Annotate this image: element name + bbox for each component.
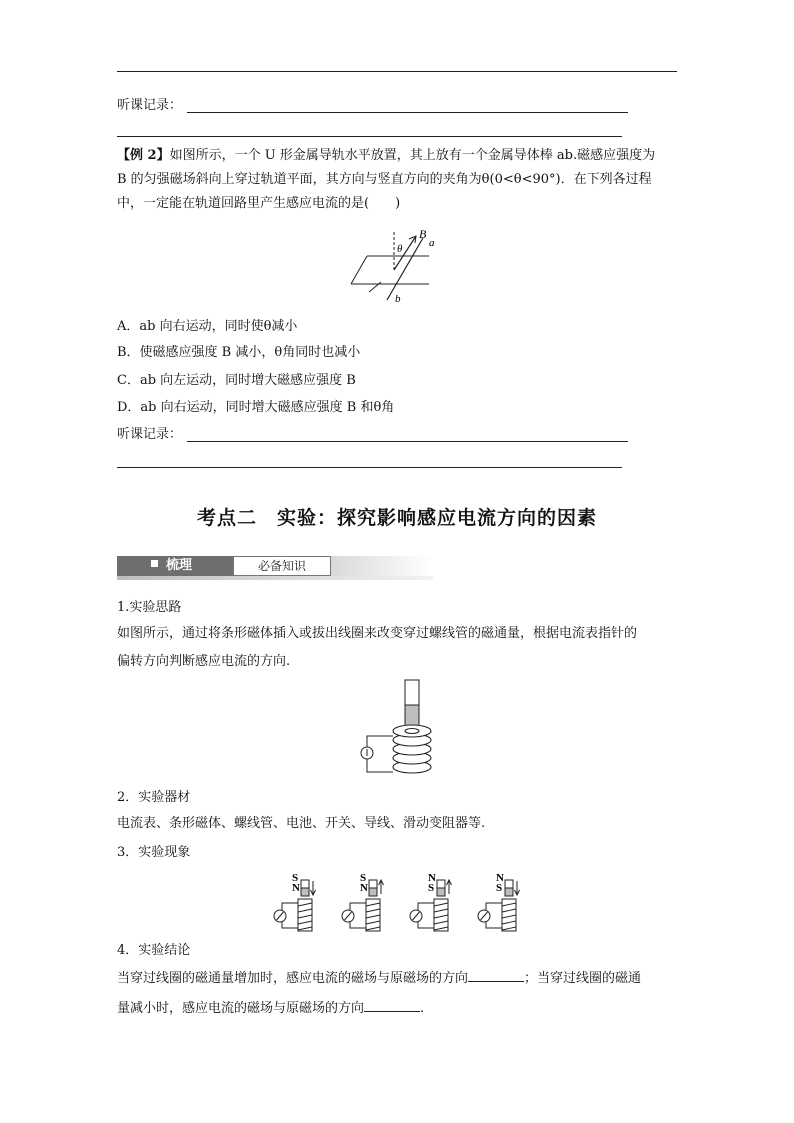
pole-label-bottom: N <box>292 882 300 894</box>
concl-text: . <box>420 1001 425 1016</box>
note-blank-line[interactable] <box>187 112 628 113</box>
phenomenon-panel <box>342 872 384 931</box>
option-a[interactable]: A．ab 向右运动，同时使θ减小 <box>117 319 298 334</box>
pole-label-bottom: S <box>496 882 503 894</box>
label-b-field: B <box>419 227 427 241</box>
pole-label-top: S <box>292 872 299 884</box>
banner-knowledge: 必备知识 <box>233 556 331 576</box>
concl-text: ；当穿过线圈的磁通 <box>524 971 642 986</box>
equip-text: 电流表、条形磁体、螺线管、电池、开关、导线、滑动变阻器等. <box>117 816 486 831</box>
example-line: B 的匀强磁场斜向上穿过轨道平面，其方向与竖直方向的夹角为θ(0<θ<90°)．在下列各过程 <box>117 172 652 187</box>
pole-label-bottom: N <box>360 882 368 894</box>
equip-heading: 2．实验器材 <box>117 790 191 805</box>
note-blank-line[interactable] <box>187 441 628 442</box>
banner-left-label: 梳理 <box>166 558 193 573</box>
note-blank-line[interactable] <box>117 136 622 137</box>
concl-text: 量减小时，感应电流的磁场与原磁场的方向 <box>117 1001 365 1016</box>
option-b[interactable]: B．使磁感应强度 B 减小，θ角同时也减小 <box>117 345 361 360</box>
answer-blank[interactable] <box>468 967 524 982</box>
solenoid-figure <box>355 676 445 780</box>
idea-text: 偏转方向判断感应电流的方向. <box>117 654 291 669</box>
bar-magnet-pole <box>505 888 513 896</box>
concl-heading: 4．实验结论 <box>117 943 191 958</box>
top-rule <box>117 71 677 72</box>
concl-line <box>117 997 424 1019</box>
concl-line <box>117 967 641 989</box>
example-line: 中，一定能在轨道回路里产生感应电流的是( ) <box>117 196 401 211</box>
phenomenon-panel <box>478 872 520 931</box>
solenoid-coil <box>393 725 431 773</box>
label-b: b <box>395 293 401 305</box>
phenomenon-panel <box>274 872 316 931</box>
phenomenon-panel <box>410 872 452 931</box>
option-d[interactable]: D．ab 向右运动，同时增大磁感应强度 B 和θ角 <box>117 400 395 415</box>
u-rail-figure <box>345 226 445 306</box>
note-label: 听课记录： <box>117 427 183 442</box>
bar-magnet-pole <box>369 888 377 896</box>
banner-shadow <box>117 576 433 580</box>
example-tag: 【例 2】 <box>117 148 170 163</box>
section-title: 考点二 实验：探究影响感应电流方向的因素 <box>196 507 597 529</box>
example-line: 如图所示，一个 U 形金属导轨水平放置，其上放有一个金属导体棒 ab.磁感应强度为 <box>169 148 656 163</box>
banner-comb <box>117 556 233 576</box>
bar-magnet-pole <box>301 888 309 896</box>
note-blank-line[interactable] <box>117 467 622 468</box>
pole-label-top: N <box>428 872 436 884</box>
conductor-rod-ab <box>387 238 423 300</box>
phenomena-figure <box>270 868 530 938</box>
answer-blank[interactable] <box>364 997 420 1012</box>
example-question <box>117 144 683 216</box>
option-c[interactable]: C．ab 向左运动，同时增大磁感应强度 B <box>117 373 356 388</box>
label-theta: θ <box>397 243 403 255</box>
pole-label-bottom: S <box>428 882 435 894</box>
pole-label-top: S <box>360 872 367 884</box>
label-a: a <box>429 237 435 249</box>
idea-text: 如图所示，通过将条形磁体插入或拔出线圈来改变穿过螺线管的磁通量，根据电流表指针的 <box>117 626 638 641</box>
concl-text: 当穿过线圈的磁通量增加时，感应电流的磁场与原磁场的方向 <box>117 971 469 986</box>
phenom-heading: 3．实验现象 <box>117 845 191 860</box>
bar-magnet-pole <box>437 888 445 896</box>
idea-heading: 1.实验思路 <box>117 600 182 615</box>
banner-fade <box>331 556 433 576</box>
rail-plane <box>351 256 429 284</box>
pole-label-top: N <box>496 872 504 884</box>
square-bullet-icon <box>151 560 158 567</box>
note-label: 听课记录： <box>117 98 183 113</box>
